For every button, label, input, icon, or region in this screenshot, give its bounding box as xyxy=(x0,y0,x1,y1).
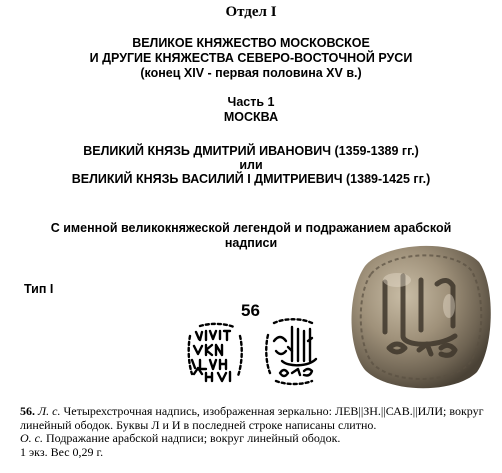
ruler-line-2: ВЕЛИКИЙ КНЯЗЬ ВАСИЛИЙ I ДМИТРИЕВИЧ (1389-1425 гг.) xyxy=(71,172,431,186)
part-heading xyxy=(0,95,502,125)
reverse-description xyxy=(20,432,492,446)
ruler-line-1: ВЕЛИКИЙ КНЯЗЬ ДМИТРИЙ ИВАНОВИЧ (1359-1389 гг.) xyxy=(83,144,419,158)
department-heading: Отдел I xyxy=(225,4,277,20)
obverse-description xyxy=(20,405,492,432)
description-number: 56. xyxy=(20,404,35,418)
chapter-title-line-2: И ДРУГИЕ КНЯЖЕСТВА СЕВЕРО-ВОСТОЧНОЙ РУСИ xyxy=(89,51,413,65)
section-line-1: С именной великокняжеской легендой и подражанием арабской xyxy=(50,221,452,235)
chapter-title xyxy=(0,36,502,81)
reverse-drawing xyxy=(262,315,326,387)
obverse-abbr: Л. с. xyxy=(38,404,61,418)
chapter-title-line-1: ВЕЛИКОЕ КНЯЖЕСТВО МОСКОВСКОЕ xyxy=(132,36,370,50)
reverse-abbr: О. с. xyxy=(20,431,43,446)
section-line-2: надписи xyxy=(224,236,278,250)
description-block xyxy=(20,405,492,459)
obverse-drawing xyxy=(186,322,246,384)
catalog-number: 56 xyxy=(241,301,260,320)
part-label: Часть 1 xyxy=(227,95,275,109)
city-label: МОСКВА xyxy=(223,110,279,124)
ruler-line-or: или xyxy=(239,158,263,172)
reverse-text: Подражание арабской надписи; вокруг линейный ободок. xyxy=(43,431,341,446)
type-label: Тип I xyxy=(24,282,54,296)
ruler-heading xyxy=(0,144,502,186)
specimen-note: 1 экз. Вес 0,29 г. xyxy=(20,444,104,459)
coin-photo xyxy=(345,236,495,396)
obverse-text: Четырехстрочная надпись, изображенная зеркально: ЛЕВ||ЗН.||САВ.||ИЛИ; вокруг линейный ободок. Буквы Л и И в последней строке написаны слитно. xyxy=(20,404,484,432)
chapter-title-line-3: (конец XIV - первая половина XV в.) xyxy=(140,66,362,80)
